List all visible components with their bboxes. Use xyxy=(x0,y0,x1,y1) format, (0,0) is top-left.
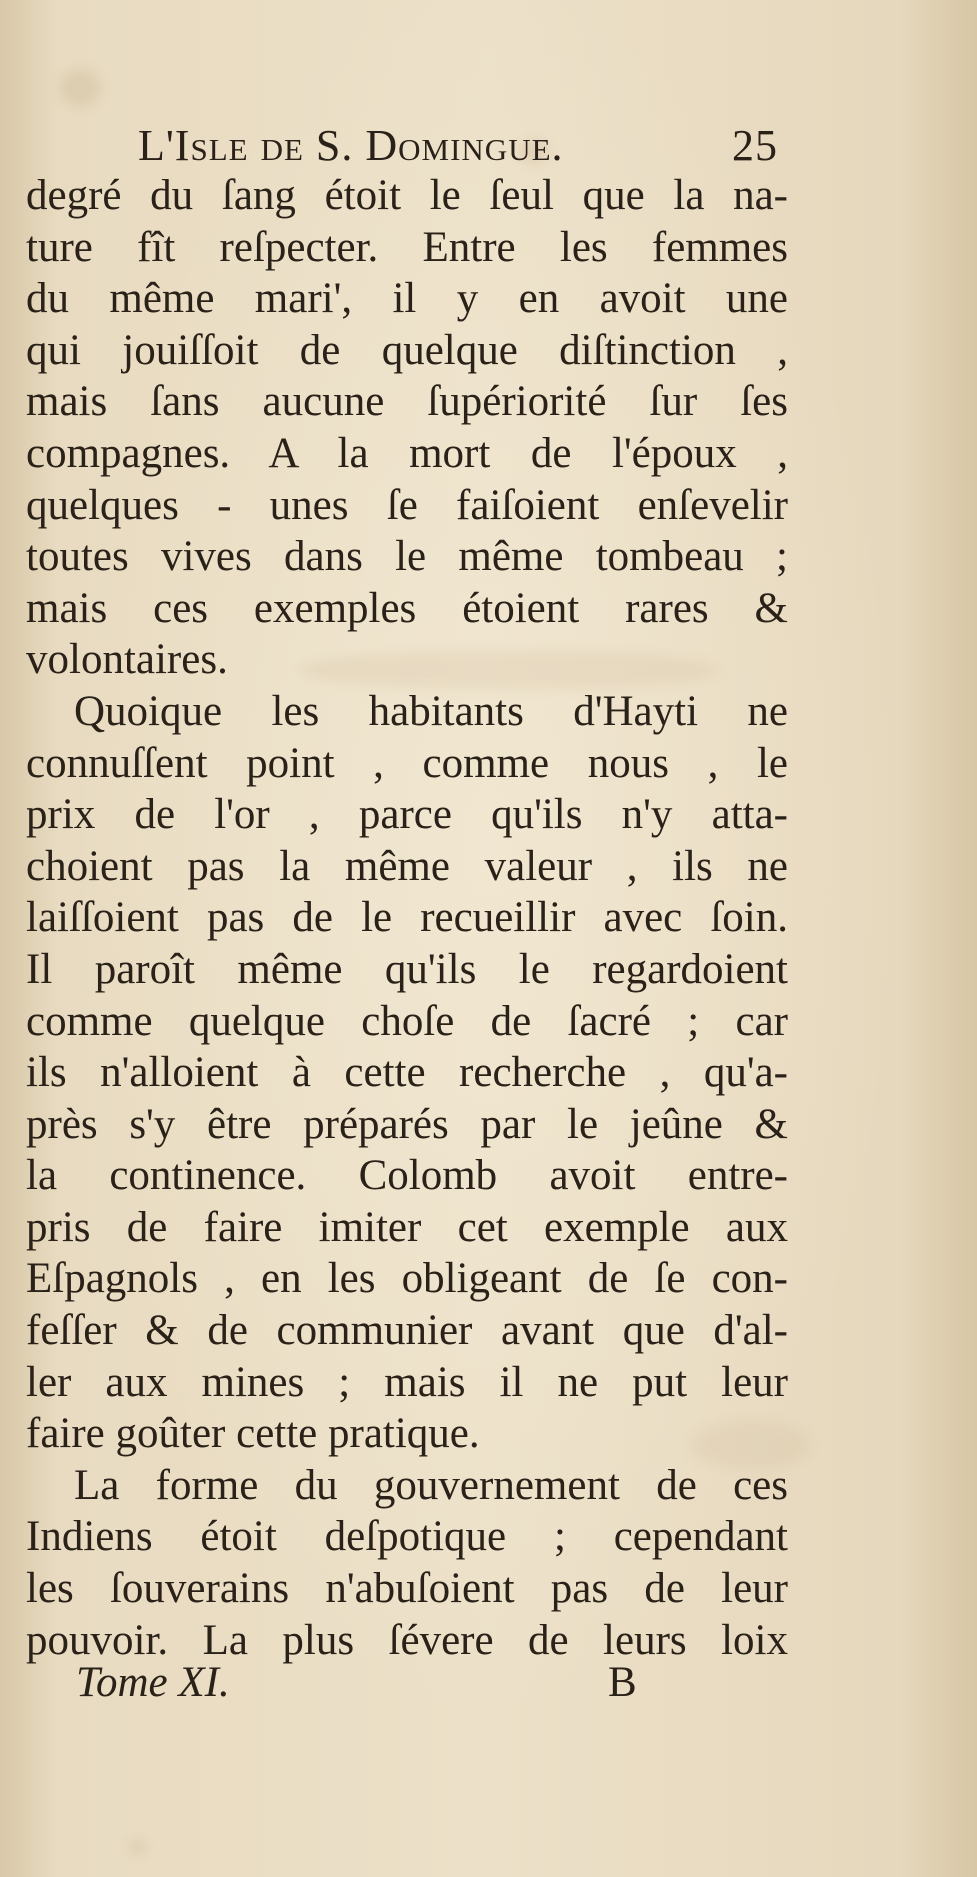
text-line: du même mari', il y en avoit une xyxy=(26,275,788,323)
volume-label: Tome XI. xyxy=(76,1659,230,1706)
text-line: choient pas la même valeur , ils ne xyxy=(26,842,788,890)
page-footer xyxy=(0,1658,977,1714)
text-line: pouvoir. La plus ſévere de leurs loix xyxy=(26,1616,788,1664)
text-line: La forme du gouvernement de ces xyxy=(74,1461,788,1509)
paper-stain xyxy=(60,70,100,106)
running-head xyxy=(138,120,778,176)
text-line: comme quelque choſe de ſacré ; car xyxy=(26,997,788,1045)
text-line: toutes vives dans le même tombeau ; xyxy=(26,533,788,581)
text-line: quelques - unes ſe faiſoient enſevelir xyxy=(26,481,788,529)
text-line: Indiens étoit deſpotique ; cependant xyxy=(26,1513,788,1561)
text-line: degré du ſang étoit le ſeul que la na- xyxy=(26,172,788,219)
text-line: connuſſent point , comme nous , le xyxy=(26,739,788,787)
text-line: compagnes. A la mort de l'époux , xyxy=(26,429,788,477)
text-line: volontaires. xyxy=(26,636,228,684)
text-line: la continence. Colomb avoit entre- xyxy=(26,1152,788,1200)
text-line: ils n'alloient à cette recherche , qu'a- xyxy=(26,1049,788,1097)
text-line: les ſouverains n'abuſoient pas de leur xyxy=(26,1565,788,1613)
text-line: qui jouiſſoit de quelque diſtinction , xyxy=(26,326,788,374)
text-line: laiſſoient pas de le recueillir avec ſoin. xyxy=(26,894,788,942)
text-line: feſſer & de communier avant que d'al- xyxy=(26,1307,788,1355)
signature-mark: B xyxy=(608,1659,637,1706)
page-number: 25 xyxy=(732,121,778,170)
text-line: ler aux mines ; mais il ne put leur xyxy=(26,1358,788,1406)
text-line: ture fît reſpecter. Entre les femmes xyxy=(26,223,788,271)
paper-stain xyxy=(130,1840,146,1854)
text-line: pris de faire imiter cet exemple aux xyxy=(26,1203,788,1251)
text-line: prix de l'or , parce qu'ils n'y atta- xyxy=(26,791,788,839)
text-line: Quoique les habitants d'Hayti ne xyxy=(74,687,788,735)
text-line: mais ces exemples étoient rares & xyxy=(26,584,788,632)
text-line: faire goûter cette pratique. xyxy=(26,1410,480,1458)
text-line: mais ſans aucune ſupériorité ſur ſes xyxy=(26,378,788,426)
text-line: Il paroît même qu'ils le regardoient xyxy=(26,945,788,993)
running-head-title: L'Isle de S. Domingue. xyxy=(138,121,564,170)
text-line: Eſpagnols , en les obligeant de ſe con- xyxy=(26,1255,788,1303)
text-line: près s'y être préparés par le jeûne & xyxy=(26,1100,788,1148)
body-text xyxy=(26,170,788,1666)
